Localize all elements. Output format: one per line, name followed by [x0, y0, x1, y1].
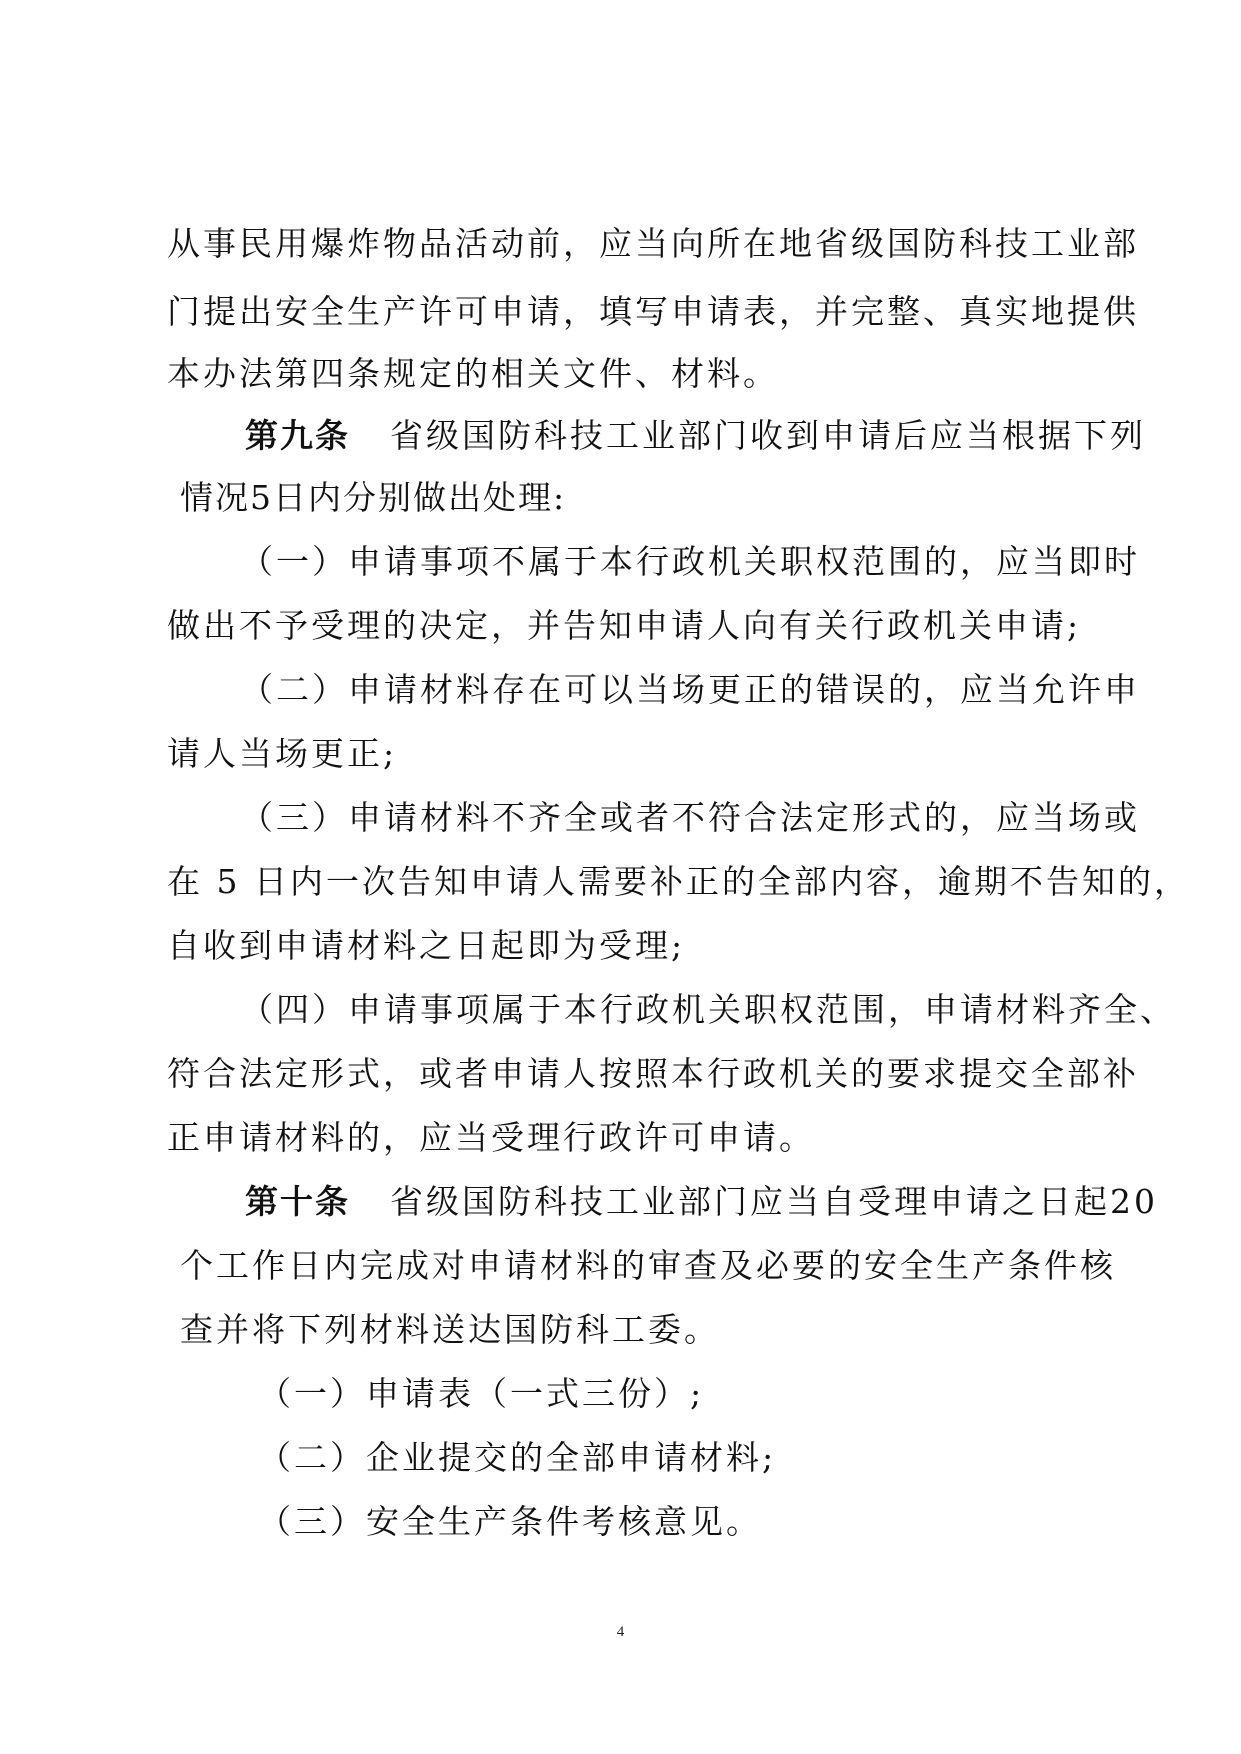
article-10-paragraph: [245, 1180, 1165, 1224]
body-text-line: 本办法第四条规定的相关文件、材料。: [167, 354, 779, 393]
list-item: （三）安全生产条件考核意见。: [258, 1502, 762, 1541]
body-text-line: 正申请材料的，应当受理行政许可申请。: [167, 1118, 815, 1157]
body-text-line: 在 5 日内一次告知申请人需要补正的全部内容，逾期不告知的，: [167, 862, 1190, 901]
article-10-text: 省级国防科技工业部门应当自受理申请之日起20: [390, 1182, 1158, 1221]
body-text-line: 门提出安全生产许可申请，填写申请表，并完整、真实地提供: [167, 292, 1139, 331]
list-item: （一）申请表（一式三份）;: [258, 1374, 705, 1413]
body-text-line: 情况5日内分别做出处理:: [180, 478, 567, 517]
body-text-line: 自收到申请材料之日起即为受理;: [167, 926, 686, 965]
article-9-heading: 第九条: [245, 416, 350, 455]
article-9-paragraph: [245, 414, 1165, 458]
list-item: （三）申请材料不齐全或者不符合法定形式的，应当场或: [240, 798, 1140, 837]
body-text-line: 从事民用爆炸物品活动前，应当向所在地省级国防科技工业部: [167, 224, 1139, 263]
list-item: （二）企业提交的全部申请材料;: [258, 1438, 777, 1477]
page-number: 4: [616, 1624, 625, 1640]
body-text-line: 个工作日内完成对申请材料的审查及必要的安全生产条件核: [180, 1246, 1116, 1285]
body-text-line: 做出不予受理的决定，并告知申请人向有关行政机关申请;: [167, 606, 1082, 645]
list-item: （二）申请材料存在可以当场更正的错误的，应当允许申: [240, 670, 1140, 709]
body-text-line: 符合法定形式，或者申请人按照本行政机关的要求提交全部补: [167, 1054, 1139, 1093]
list-item: （一）申请事项不属于本行政机关职权范围的，应当即时: [240, 542, 1140, 581]
body-text-line: 请人当场更正;: [167, 734, 398, 773]
body-text-line: 查并将下列材料送达国防科工委。: [180, 1310, 720, 1349]
article-9-text: 省级国防科技工业部门收到申请后应当根据下列: [390, 416, 1146, 455]
article-10-heading: 第十条: [245, 1182, 350, 1221]
list-item: （四）申请事项属于本行政机关职权范围，申请材料齐全、: [240, 990, 1176, 1029]
